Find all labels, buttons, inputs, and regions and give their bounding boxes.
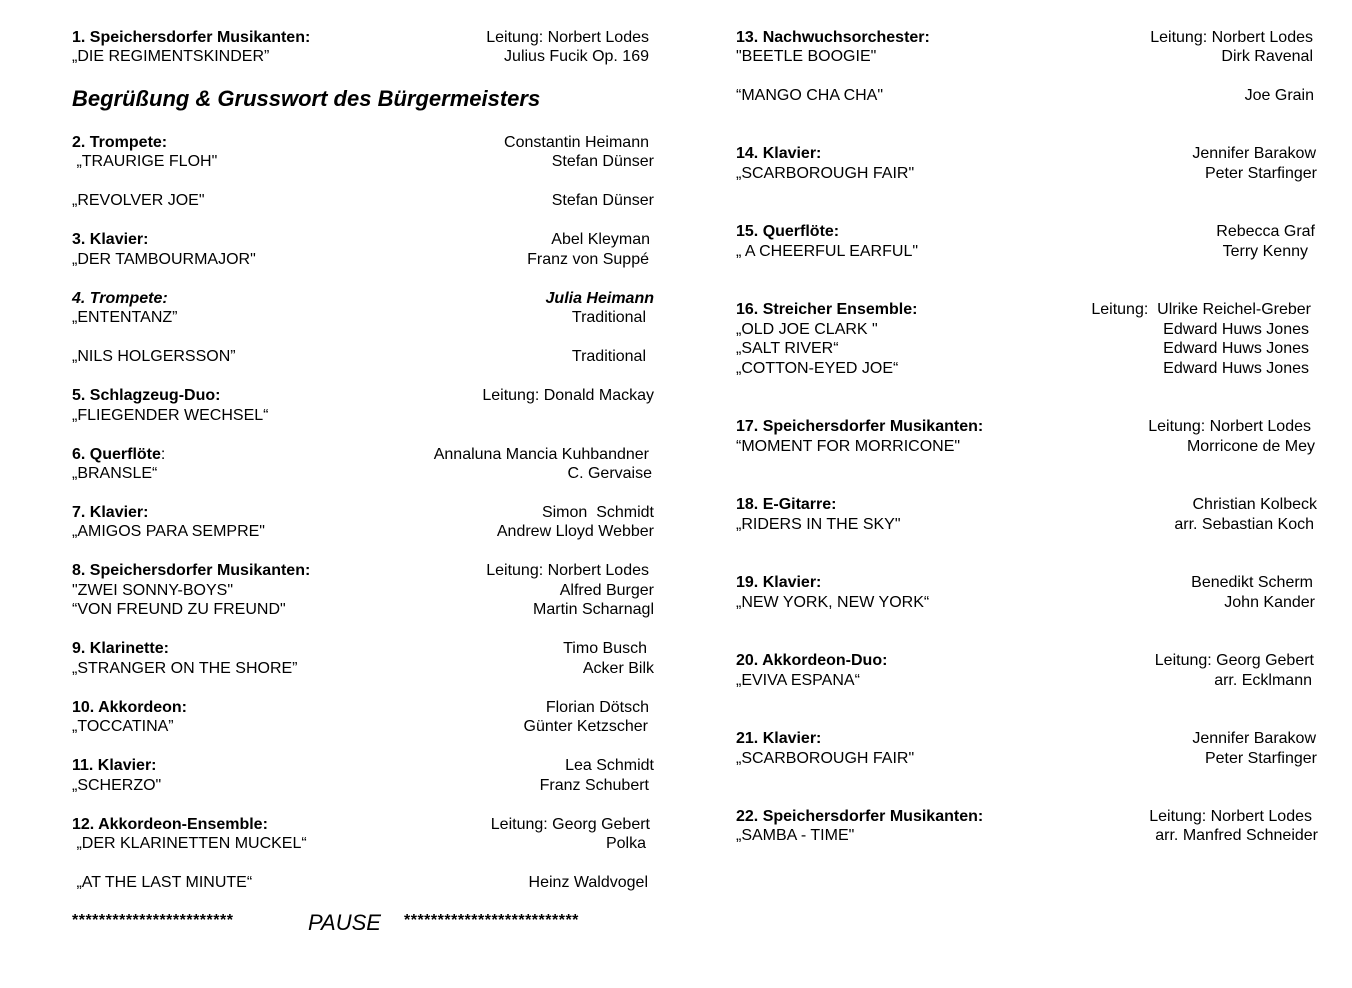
composer: Stefan Dünser <box>551 192 654 209</box>
composer: Peter Starfinger <box>1204 750 1317 767</box>
piece-title: „STRANGER ON THE SHORE” <box>72 660 298 677</box>
program-item-lead: Leitung: Georg Gebert <box>1154 652 1314 669</box>
piece-title: „RIDERS IN THE SKY" <box>736 516 901 533</box>
program-item-title: 21. Klavier: <box>736 730 822 747</box>
program-item-lead: Christian Kolbeck <box>1192 496 1317 513</box>
piece-title: “MANGO CHA CHA" <box>736 87 884 104</box>
composer: Alfred Burger <box>559 582 654 599</box>
piece-title: “VON FREUND ZU FREUND" <box>72 601 286 618</box>
composer: John Kander <box>1224 594 1315 611</box>
composer: Andrew Lloyd Webber <box>496 523 654 540</box>
program-item-lead: Leitung: Norbert Lodes <box>1150 29 1313 46</box>
program-item-lead: Rebecca Graf <box>1216 223 1315 240</box>
composer: Edward Huws Jones <box>1163 340 1309 357</box>
pause-stars-left: ************************ <box>72 912 234 929</box>
piece-title: „OLD JOE CLARK " <box>736 321 878 338</box>
program-item-lead: Leitung: Norbert Lodes <box>1149 808 1312 825</box>
program-item-lead: Leitung: Norbert Lodes <box>486 562 649 579</box>
piece-title: „DIE REGIMENTSKINDER” <box>72 48 270 65</box>
composer: Peter Starfinger <box>1204 165 1317 182</box>
title-colon: : <box>160 446 166 463</box>
composer: Traditional <box>571 348 646 365</box>
program-item-title: 18. E-Gitarre: <box>736 496 837 513</box>
program-item-lead: Leitung: Norbert Lodes <box>1148 418 1311 435</box>
piece-title: „SCARBOROUGH FAIR" <box>736 750 915 767</box>
composer: Terry Kenny <box>1222 243 1308 260</box>
piece-title: "ZWEI SONNY-BOYS" <box>72 582 234 599</box>
piece-title: „ENTENTANZ” <box>72 309 178 326</box>
program-item-lead: Leitung: Norbert Lodes <box>486 29 649 46</box>
composer: Polka <box>605 835 646 852</box>
piece-title: „DER TAMBOURMAJOR" <box>72 251 256 268</box>
program-item-lead: Jennifer Barakow <box>1192 145 1316 162</box>
piece-title: „NEW YORK, NEW YORK“ <box>736 594 930 611</box>
pause-label: PAUSE <box>308 910 381 935</box>
piece-title: „COTTON-EYED JOE“ <box>736 360 899 377</box>
composer: arr. Ecklmann <box>1214 672 1312 689</box>
program-item-title: 11. Klavier: <box>72 757 157 774</box>
piece-title: „BRANSLE“ <box>72 465 158 482</box>
program-item-title: 10. Akkordeon: <box>72 699 187 716</box>
composer: Traditional <box>571 309 646 326</box>
program-item-title: 13. Nachwuchsorchester: <box>736 29 930 46</box>
program-item-title: 22. Speichersdorfer Musikanten: <box>736 808 984 825</box>
program-item-title: 9. Klarinette: <box>72 640 169 657</box>
piece-title: „ A CHEERFUL EARFUL" <box>736 243 919 260</box>
program-item-lead: Simon Schmidt <box>541 504 654 521</box>
piece-title: „DER KLARINETTEN MUCKEL“ <box>72 835 307 852</box>
piece-title: „NILS HOLGERSSON” <box>72 348 236 365</box>
piece-title: „EVIVA ESPANA“ <box>736 672 860 689</box>
piece-title: „FLIEGENDER WECHSEL“ <box>72 407 269 424</box>
program-item-title: 1. Speichersdorfer Musikanten: <box>72 29 311 46</box>
piece-title: „TRAURIGE FLOH" <box>72 153 218 170</box>
composer: Franz von Suppé <box>527 251 649 268</box>
program-item-title: 7. Klavier: <box>72 504 149 521</box>
composer: C. Gervaise <box>567 465 652 482</box>
program-item-title: 2. Trompete: <box>72 134 168 151</box>
piece-title: „AMIGOS PARA SEMPRE" <box>72 523 265 540</box>
piece-title: „SAMBA - TIME" <box>736 827 855 844</box>
piece-title: „SCHERZO" <box>72 777 162 794</box>
program-item-title: 4. Trompete: <box>72 290 168 307</box>
composer: Dirk Ravenal <box>1221 48 1313 65</box>
program-item-title: 8. Speichersdorfer Musikanten: <box>72 562 311 579</box>
program-item-title: 12. Akkordeon-Ensemble: <box>72 816 268 833</box>
composer: Edward Huws Jones <box>1163 321 1309 338</box>
program-item-title: 14. Klavier: <box>736 145 822 162</box>
program-item-title: 15. Querflöte: <box>736 223 840 240</box>
program-item-title: 3. Klavier: <box>72 231 149 248</box>
program-item-lead: Florian Dötsch <box>545 699 649 716</box>
program-item-title: 6. Querflöte <box>72 446 161 463</box>
program-item-lead: Leitung: Georg Gebert <box>490 816 650 833</box>
composer: Günter Ketzscher <box>523 718 648 735</box>
program-item-lead: Julia Heimann <box>545 290 654 307</box>
program-item-lead: Leitung: Ulrike Reichel-Greber <box>1091 301 1311 318</box>
program-item-title-group <box>72 445 165 465</box>
composer: Morricone de Mey <box>1186 438 1315 455</box>
program-item-lead: Benedikt Scherm <box>1191 574 1313 591</box>
composer: Heinz Waldvogel <box>528 874 648 891</box>
program-item-lead: Timo Busch <box>563 640 647 657</box>
program-item-title: 20. Akkordeon-Duo: <box>736 652 888 669</box>
program-item-title: 16. Streicher Ensemble: <box>736 301 918 318</box>
piece-title: „TOCCATINA” <box>72 718 174 735</box>
composer: Edward Huws Jones <box>1163 360 1309 377</box>
program-item-lead: Abel Kleyman <box>551 231 650 248</box>
piece-title: „SCARBOROUGH FAIR" <box>736 165 915 182</box>
composer: arr. Sebastian Koch <box>1174 516 1314 533</box>
program-item-lead: Constantin Heimann <box>504 134 649 151</box>
composer: Julius Fucik Op. 169 <box>504 48 649 65</box>
piece-title: „REVOLVER JOE" <box>72 192 205 209</box>
program-item-title: 5. Schlagzeug-Duo: <box>72 387 221 404</box>
piece-title: “MOMENT FOR MORRICONE" <box>736 438 961 455</box>
program-item-title: 17. Speichersdorfer Musikanten: <box>736 418 984 435</box>
section-heading: Begrüßung & Grusswort des Bürgermeisters <box>72 86 541 111</box>
program-item-lead: Leitung: Donald Mackay <box>482 387 654 404</box>
program-item-lead: Jennifer Barakow <box>1192 730 1316 747</box>
pause-stars-right: ************************** <box>404 912 579 929</box>
program-item-lead: Lea Schmidt <box>565 757 654 774</box>
composer: arr. Manfred Schneider <box>1155 827 1318 844</box>
composer: Franz Schubert <box>539 777 649 794</box>
composer: Acker Bilk <box>582 660 654 677</box>
piece-title: „SALT RIVER“ <box>736 340 839 357</box>
program-item-lead: Annaluna Mancia Kuhbandner <box>433 446 649 463</box>
composer: Joe Grain <box>1244 87 1314 104</box>
piece-title: "BEETLE BOOGIE" <box>736 48 877 65</box>
composer: Martin Scharnagl <box>533 601 654 618</box>
piece-title: „AT THE LAST MINUTE“ <box>72 874 253 891</box>
composer: Stefan Dünser <box>551 153 654 170</box>
program-item-title: 19. Klavier: <box>736 574 822 591</box>
